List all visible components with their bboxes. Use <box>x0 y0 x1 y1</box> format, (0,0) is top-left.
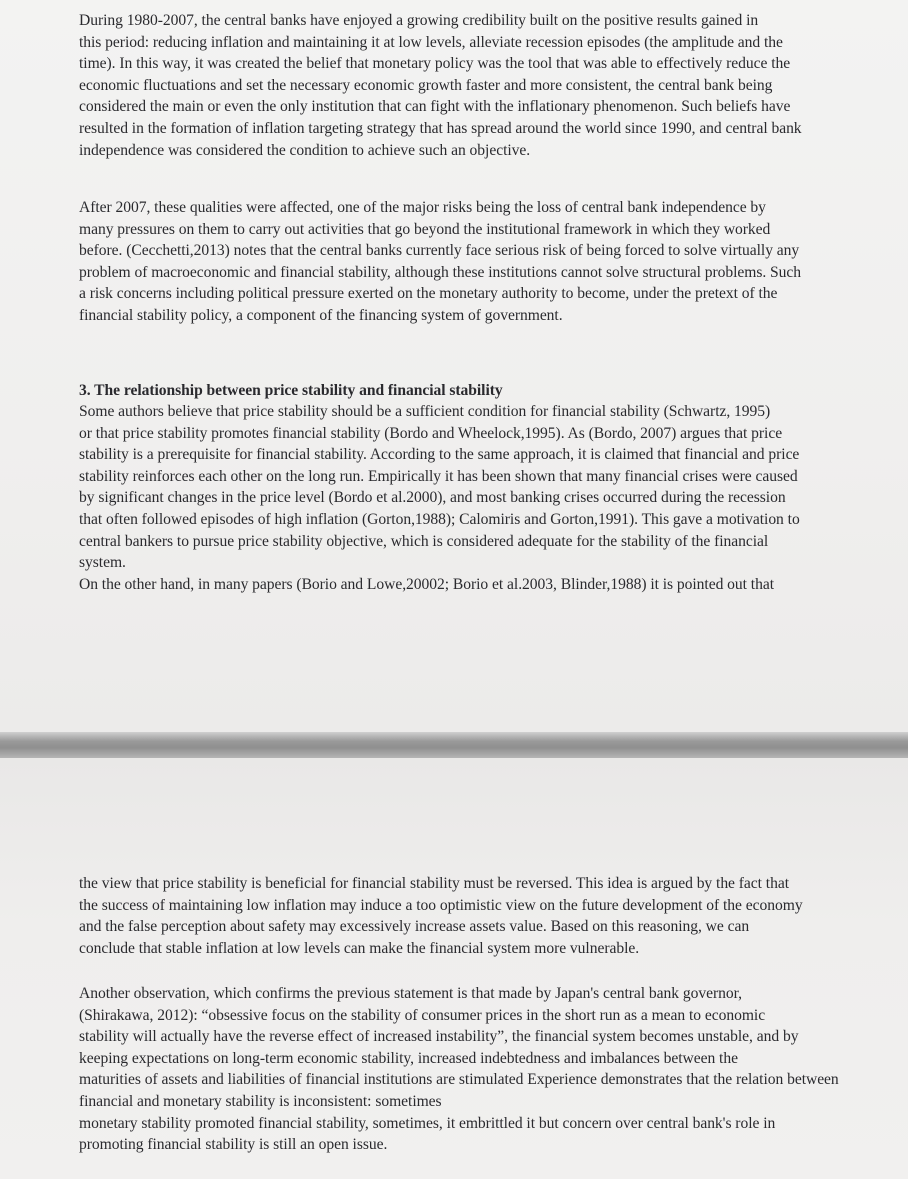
page-fold-seam <box>0 732 908 758</box>
paragraph-price-stability: Some authors believe that price stability should be a sufficient condition for financial stability (Schwartz, 1995) or that price stability promotes financial stability (Bordo and Wheelock,1995). As (Bordo, 2007) argues that price stability is a prerequisite for financial stability. According to the same approach, it is claimed that financial and price stability reinforces each other on the long run. Empirically it has been shown that many financial crises were caused by significant changes in the price level (Bordo et al.2000), and most banking crises occurred during the recession that often followed episodes of high inflation (Gorton,1988); Calomiris and Gorton,1991). This gave a motivation to central bankers to pursue price stability objective, which is considered adequate for the stability of the financial system. On the other hand, in many papers (Borio and Lowe,20002; Borio et al.2003, Blinder,1988) it is pointed out that <box>79 403 800 593</box>
section-heading: 3. The relationship between price stability and financial stability <box>79 382 503 399</box>
paragraph-credibility: During 1980-2007, the central banks have enjoyed a growing credibility built on the positive results gained in this period: reducing inflation and maintaining it at low levels, alleviate recession episodes (the amplitude and the time). In this way, it was created the belief that monetary policy was the tool that was able to effectively reduce the economic fluctuations and set the necessary economic growth faster and more consistent, the central bank being considered the main or even the only institution that can fight with the inflationary phenomenon. Such beliefs have resulted in the formation of inflation targeting strategy that has spread around the world since 1990, and central bank independence was considered the condition to achieve such an objective. <box>79 12 802 159</box>
paragraph-after-2007: After 2007, these qualities were affected, one of the major risks being the loss of central bank independence by many pressures on them to carry out activities that go beyond the institutional framework in which they worked before. (Cecchetti,2013) notes that the central banks currently face serious risk of being forced to solve virtually any problem of macroeconomic and financial stability, although these institutions cannot solve structural problems. Such a risk concerns including political pressure exerted on the monetary authority to become, under the pretext of the financial stability policy, a component of the financing system of government. <box>79 199 802 324</box>
paragraph-shirakawa: Another observation, which confirms the previous statement is that made by Japan's central bank governor, (Shirakawa, 2012): “obsessive focus on the stability of consumer prices in the short run as a mean to economic stability will actually have the reverse effect of increased instability”, the financial system becomes unstable, and by keeping expectations on long-term economic stability, increased indebtedness and imbalances between the maturities of assets and liabilities of financial institutions are stimulated Experience demonstrates that the relation between financial and monetary stability is inconsistent: sometimes monetary stability promoted financial stability, sometimes, it embrittled it but concern over central bank's role in promoting financial stability is still an open issue. <box>79 985 839 1154</box>
paragraph-reversed-view: the view that price stability is beneficial for financial stability must be reversed. This idea is argued by the fact that the success of maintaining low inflation may induce a too optimistic view on the future development of the economy and the false perception about safety may excessively increase assets value. Based on this reasoning, we can conclude that stable inflation at low levels can make the financial system more vulnerable. <box>79 875 803 957</box>
